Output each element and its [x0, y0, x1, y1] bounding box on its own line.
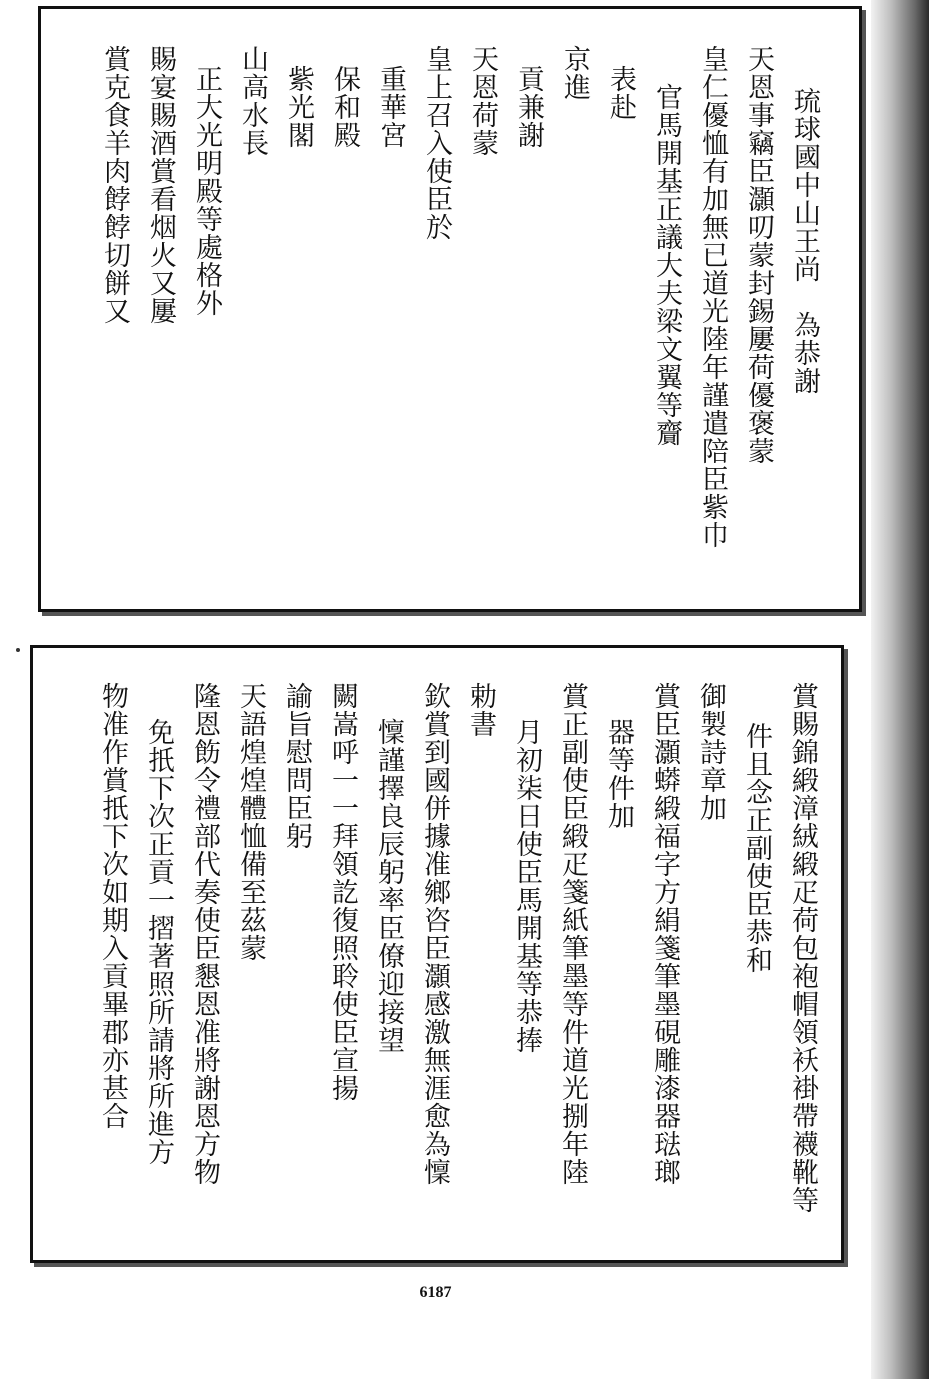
text-column: 京進 [559, 45, 590, 101]
text-column: 物准作賞扺下次如期入貢畢郡亦甚合 [97, 682, 128, 1130]
text-column: 賜宴賜酒賞看烟火又屢 [145, 45, 176, 325]
text-column: 隆恩飭令禮部代奏使臣懇恩准將謝恩方物 [189, 682, 220, 1186]
text-column: 諭旨慰問臣躬 [281, 682, 312, 850]
text-column: 免扺下次正貢一摺著照所請將所進方 [143, 718, 174, 1166]
text-column: 件且念正副使臣恭和 [741, 722, 772, 974]
text-column: 賞賜錦緞漳絨緞疋荷包袍帽領袄褂帶襪靴等 [787, 682, 818, 1214]
text-column: 勅書 [465, 682, 496, 738]
top-text-columns [41, 9, 859, 609]
text-column: 表赴 [605, 65, 636, 121]
text-column: 器等件加 [603, 718, 634, 830]
text-column: 正大光明殿等處格外 [191, 65, 222, 317]
bottom-text-columns [33, 648, 841, 1260]
text-column: 懍謹擇良辰躬率臣僚迎接望 [373, 718, 404, 1054]
text-column: 山高水長 [237, 45, 268, 157]
text-column: 闕嵩呼一一拜領訖復照聆使臣宣揚 [327, 682, 358, 1102]
text-column: 皇仁優恤有加無已道光陸年謹遣陪臣紫巾 [697, 45, 728, 549]
text-column: 琉球國中山王尚 為恭謝 [789, 87, 820, 395]
bottom-manuscript-panel [30, 645, 844, 1263]
text-column: 保和殿 [329, 65, 360, 149]
book-spine-shadow [871, 0, 929, 1379]
text-column: 天語煌煌體恤備至茲蒙 [235, 682, 266, 962]
text-column: 賞克食羊肉餑餑切餅又 [99, 45, 130, 325]
text-column: 賞正副使臣緞疋箋紙筆墨等件道光捌年陸 [557, 682, 588, 1186]
text-column: 皇上召入使臣於 [421, 45, 452, 241]
text-column: 欽賞到國併據准鄉咨臣灝感激無涯愈為懍 [419, 682, 450, 1186]
text-column: 重華宮 [375, 65, 406, 149]
ink-speck [16, 648, 20, 652]
text-column: 天恩荷蒙 [467, 45, 498, 157]
page-number: 6187 [419, 1284, 452, 1301]
text-column: 官馬開基正議大夫梁文翼等齎 [651, 83, 682, 447]
text-column: 御製詩章加 [695, 682, 726, 822]
text-column: 紫光閣 [283, 65, 314, 149]
text-column: 月初柒日使臣馬開基等恭捧 [511, 718, 542, 1054]
text-column: 天恩事竊臣灝叨蒙封錫屢荷優褒蒙 [743, 45, 774, 465]
top-manuscript-panel [38, 6, 862, 612]
text-column: 貢兼謝 [513, 65, 544, 149]
text-column: 賞臣灝蟒緞福字方絹箋筆墨硯雕漆器琺瑯 [649, 682, 680, 1186]
